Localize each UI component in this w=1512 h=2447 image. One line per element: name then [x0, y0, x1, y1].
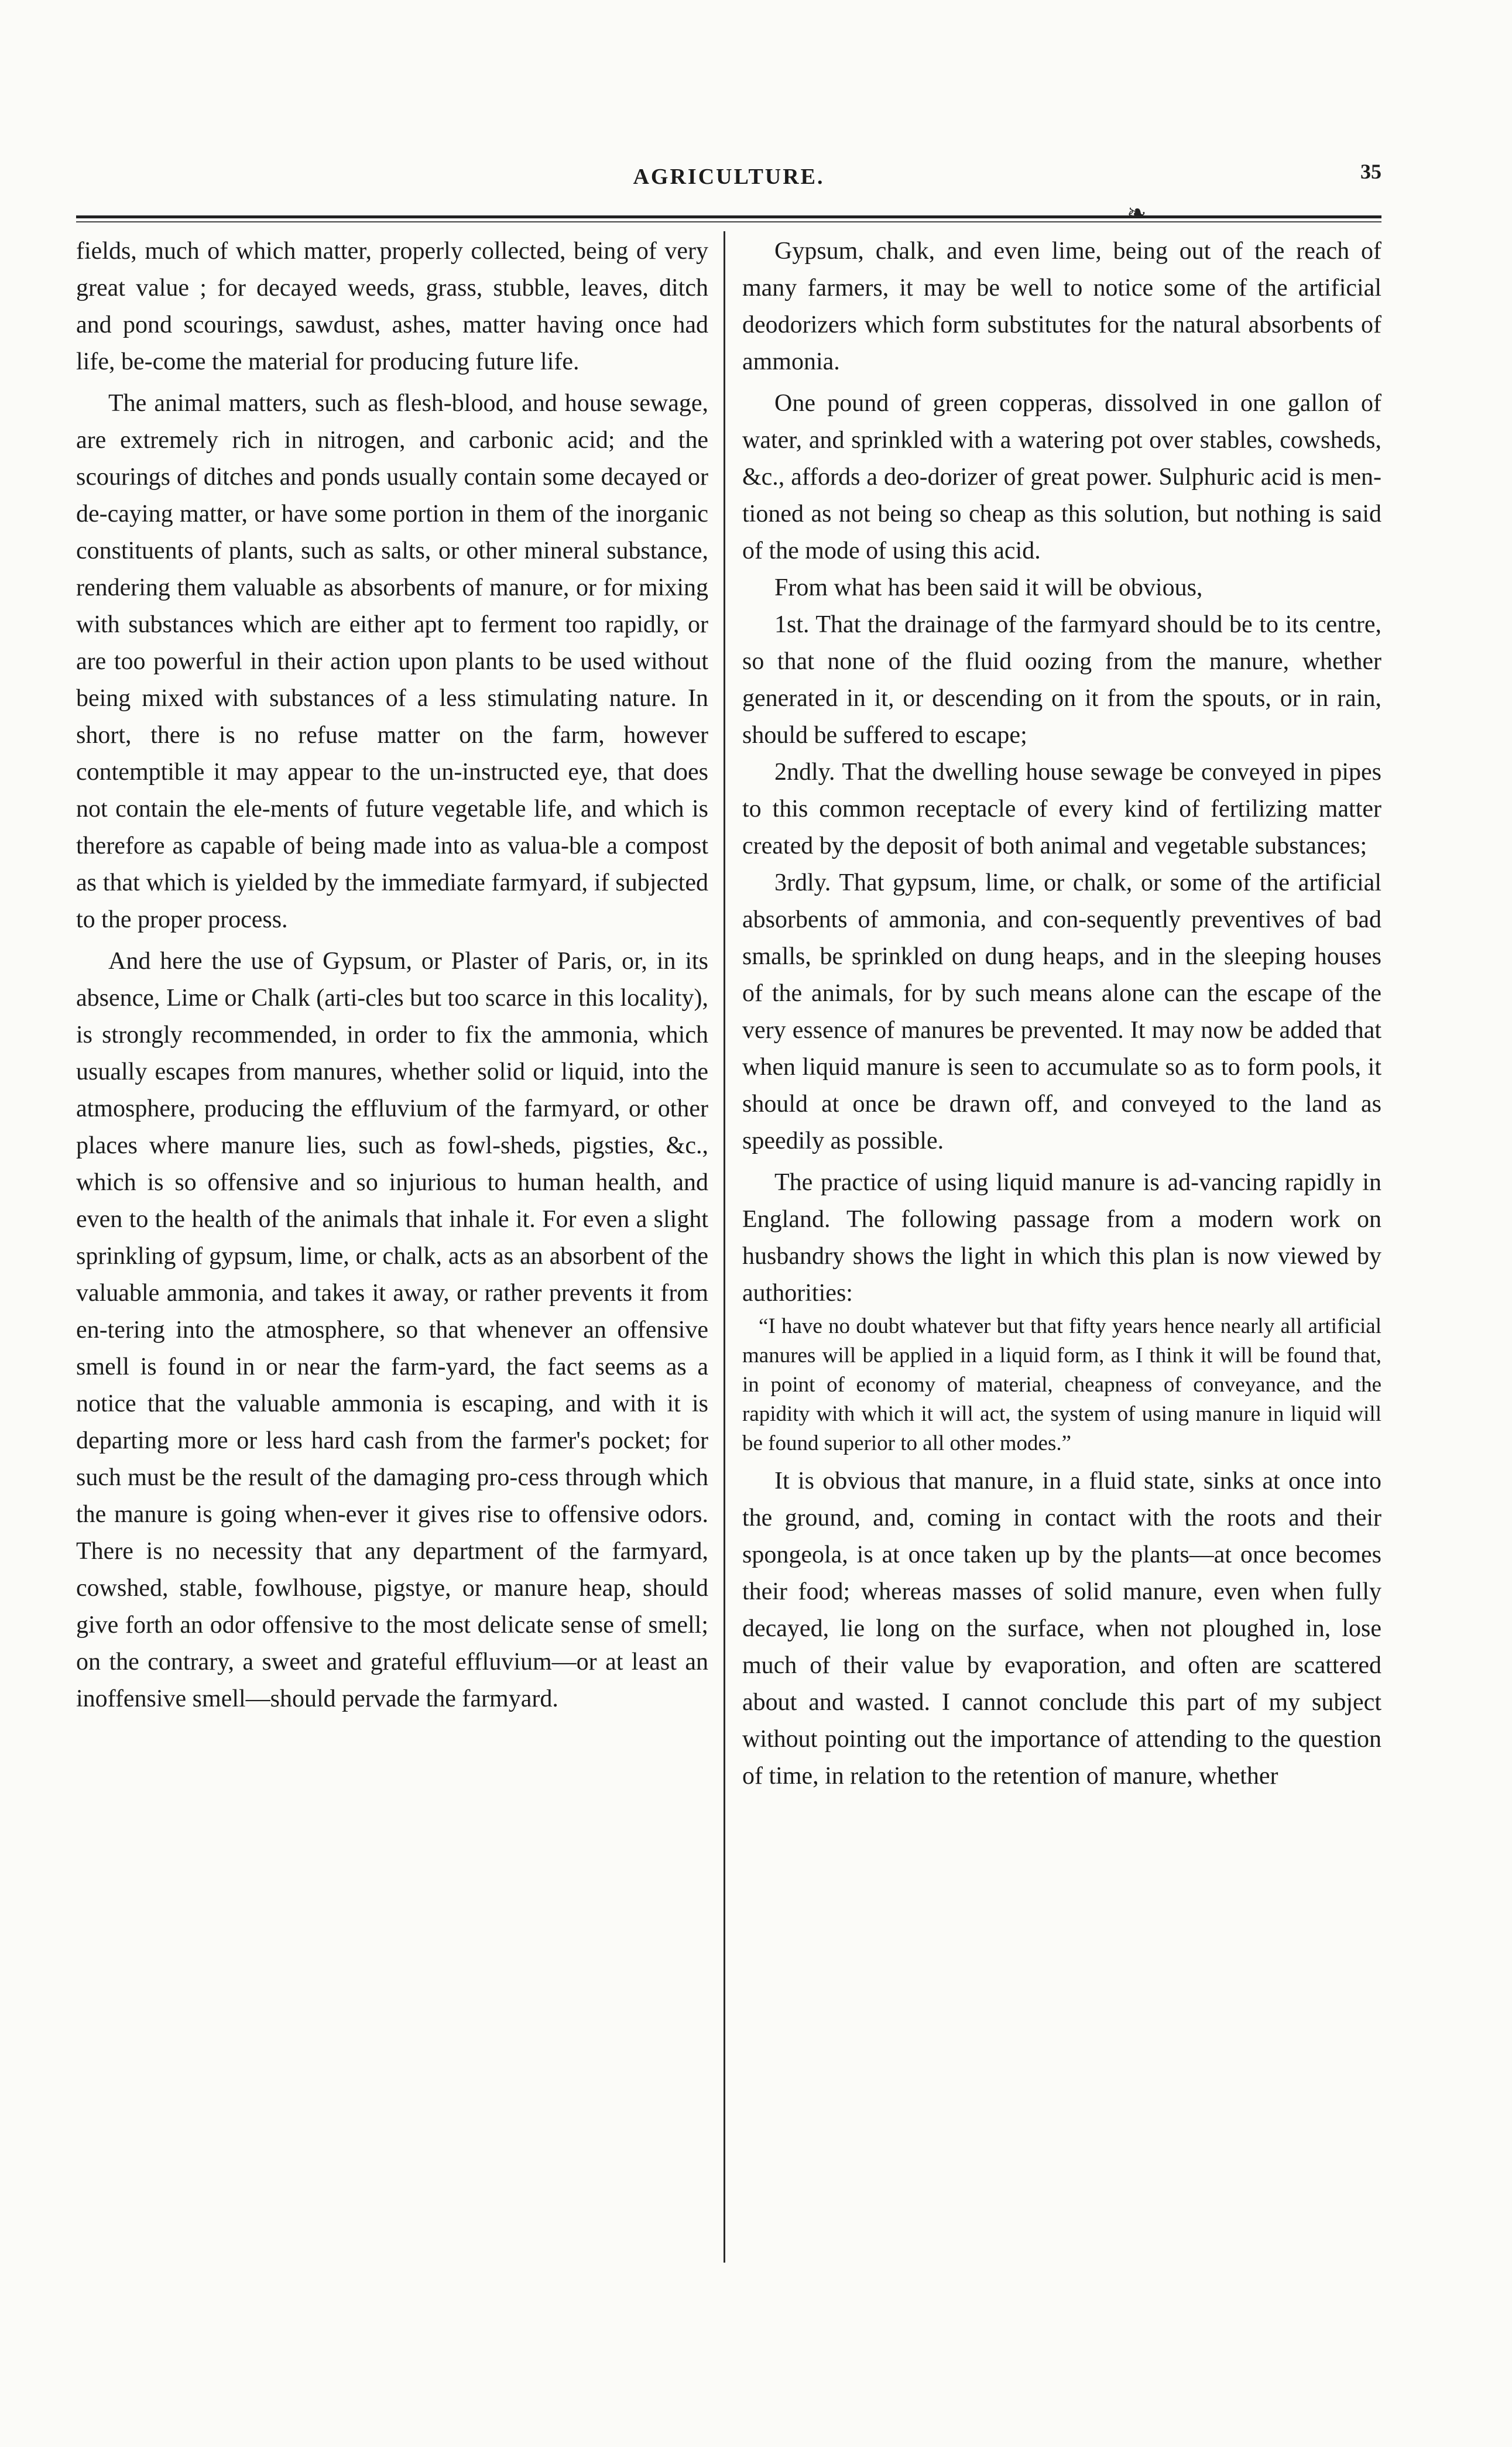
- right-paragraph-1: Gypsum, chalk, and even lime, being out of the reach of many farmers, it may be well to notice some of the artificial deodorizers which form substitutes for the natural absorbents of ammonia.: [742, 238, 1381, 375]
- fleuron-ornament: ❧: [1127, 200, 1147, 226]
- left-paragraph-1: fields, much of which matter, properly collected, being of very great value ; for decayed weeds, grass, stubble, leaves, ditch and pond scourings, sawdust, ashes, matter having once had life, be-come the material for producing future life.: [76, 238, 708, 375]
- right-paragraph-2: One pound of green copperas, dissolved in one gallon of water, and sprinkled with a watering pot over stables, cowsheds, &c., affords a deo-dorizer of great power. Sulphuric acid is men-tioned as not being so cheap as this solution, but nothing is said of the mode of using this acid.: [742, 390, 1381, 564]
- page-header: [76, 160, 1381, 205]
- right-paragraph-6: 3rdly. That gypsum, lime, or chalk, or some of the artificial absorbents of ammonia, and con-sequently preventives of bad smalls, be sprinkled on dung heaps, and in the sleeping houses of the animals, for by such means alone can the escape of the very essence of manures be prevented. It may now be added that when liquid manure is seen to accumulate so as to form pools, it should at once be drawn off, and conveyed to the land as speedily as possible.: [742, 869, 1381, 1154]
- running-title: AGRICULTURE.: [633, 164, 825, 189]
- column-divider: [724, 231, 725, 2263]
- header-rule-fine: [76, 221, 1381, 222]
- right-paragraph-4: 1st. That the drainage of the farmyard should be to its centre, so that none of the fluid oozing from the manure, whether generated in it, or descending on it from the spouts, or in rain, should be suffered to escape;: [742, 611, 1381, 749]
- page-number: 35: [1360, 160, 1381, 183]
- left-paragraph-2: The animal matters, such as flesh-blood, and house sewage, are extremely rich in nitrogen, and carbonic acid; and the scourings of ditches and ponds usually contain some decayed or de-caying matter, or have some portion in them of the inorganic constituents of plants, such as salts, or other mineral substance, rendering them valuable as absorbents of manure, or for mixing with substances which are either apt to ferment too rapidly, or are too powerful in their action upon plants to be used without being mixed with substances of a less stimulating nature. In short, there is no refuse matter on the farm, however contemptible it may appear to the un-instructed eye, that does not contain the ele-ments of future vegetable life, and which is therefore as capable of being made into as valua-ble a compost as that which is yielded by the immediate farmyard, if subjected to the proper process.: [76, 390, 708, 933]
- block-quote: “I have no doubt whatever but that fifty years hence nearly all artificial manures will be applied in a liquid form, as I think it will be found that, in point of economy of material, cheapness of conveyance, and the rapidity with which it will act, the system of using manure in liquid will be found superior to all other modes.”: [742, 1314, 1381, 1455]
- right-paragraph-7: The practice of using liquid manure is ad-vancing rapidly in England. The following passage from a modern work on husbandry shows the light in which this plan is now viewed by authorities:: [742, 1169, 1381, 1307]
- right-column: [742, 233, 1381, 2282]
- right-paragraph-3: From what has been said it will be obvious,: [774, 574, 1203, 601]
- header-rule: [76, 215, 1381, 218]
- left-paragraph-3: And here the use of Gypsum, or Plaster of Paris, or, in its absence, Lime or Chalk (arti-cles but too scarce in this locality), is strongly recommended, in order to fix the ammonia, which usually escapes from manures, whether solid or liquid, into the atmosphere, producing the effluvium of the farmyard, or other places where manure lies, such as fowl-sheds, pigsties, &c., which is so offensive and so injurious to human health, and even to the health of the animals that inhale it. For even a slight sprinkling of gypsum, lime, or chalk, acts as an absorbent of the valuable ammonia, and takes it away, or rather prevents it from en-tering into the atmosphere, so that whenever an offensive smell is found in or near the farm-yard, the fact seems as a notice that the valuable ammonia is escaping, and with it is departing more or less hard cash from the farmer's pocket; for such must be the result of the damaging pro-cess through which the manure is going when-ever it gives rise to offensive odors. There is no necessity that any department of the farmyard, cowshed, stable, fowlhouse, pigstye, or manure heap, should give forth an odor offensive to the most delicate sense of smell; on the contrary, a sweet and grateful effluvium—or at least an inoffensive smell—should pervade the farmyard.: [76, 948, 708, 1712]
- right-paragraph-5: 2ndly. That the dwelling house sewage be conveyed in pipes to this common receptacle of every kind of fertilizing matter created by the deposit of both animal and vegetable substances;: [742, 759, 1381, 859]
- left-column: [76, 233, 708, 2282]
- right-paragraph-8: It is obvious that manure, in a fluid state, sinks at once into the ground, and, coming in contact with the roots and their spongeola, is at once taken up by the plants—at once becomes their food; whereas masses of solid manure, even when fully decayed, lie long on the surface, when not ploughed in, lose much of their value by evaporation, and often are scattered about and wasted. I cannot conclude this part of my subject without pointing out the importance of attending to the question of time, in relation to the retention of manure, whether: [742, 1468, 1381, 1790]
